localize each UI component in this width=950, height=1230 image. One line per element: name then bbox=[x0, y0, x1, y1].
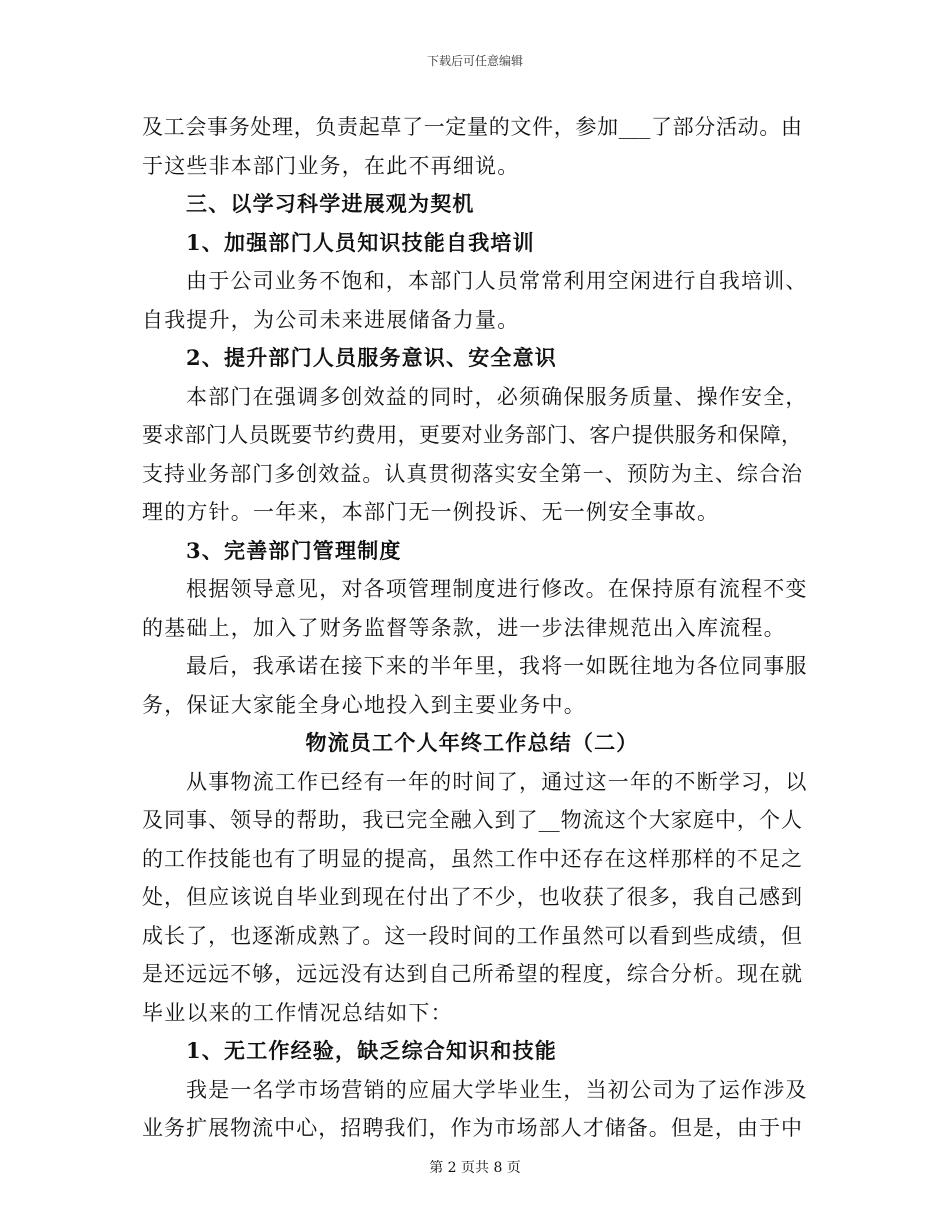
text-line: 支持业务部门多创效益。认真贯彻落实安全第一、预防为主、综合治 bbox=[142, 461, 802, 486]
text-line: 我是一名学市场营销的应届大学毕业生，当初公司为了运作涉及 bbox=[186, 1077, 808, 1102]
text-line: 及工会事务处理，负责起草了一定量的文件，参加___了部分活动。由 bbox=[142, 115, 802, 139]
page-header: 下载后可任意编辑 bbox=[426, 54, 523, 68]
section-heading: 1、加强部门人员知识技能自我培训 bbox=[186, 229, 535, 255]
text-line: 从事物流工作已经有一年的时间了，通过这一年的不断学习，以 bbox=[186, 769, 808, 794]
text-line: 要求部门人员既要节约费用，更要对业务部门、客户提供服务和保障， bbox=[142, 423, 802, 447]
text-line: 是还远远不够，远远没有达到自己所希望的程度，综合分析。现在就 bbox=[142, 962, 802, 986]
page-footer: 第 2 页共 8 页 bbox=[429, 1160, 521, 1176]
section-heading: 2、提升部门人员服务意识、安全意识 bbox=[186, 345, 558, 370]
text-line: 业务扩展物流中心，招聘我们，作为市场部人才储备。但是，由于中 bbox=[142, 1116, 802, 1140]
section-heading: 三、以学习科学进展观为契机 bbox=[186, 191, 475, 216]
text-line: 毕业以来的工作情况总结如下： bbox=[142, 1000, 453, 1025]
text-line: 处，但应该说自毕业到现在付出了不少，也收获了很多，我自己感到 bbox=[142, 885, 802, 909]
text-line: 及同事、领导的帮助，我已完全融入到了__物流这个大家庭中，个人 bbox=[142, 808, 802, 832]
document-body bbox=[142, 108, 808, 1148]
text-line: 自我提升，为公司未来进展储备力量。 bbox=[142, 307, 520, 332]
text-line: 成长了，也逐渐成熟了。这一段时间的工作虽然可以看到些成绩，但 bbox=[142, 923, 802, 948]
section-title: 物流员工个人年终工作总结（二） bbox=[305, 730, 639, 755]
text-line: 最后，我承诺在接下来的半年里，我将一如既往地为各位同事服 bbox=[186, 654, 808, 678]
text-line: 于这些非本部门业务，在此不再细说。 bbox=[142, 153, 520, 178]
text-line: 由于公司业务不饱和，本部门人员常常利用空闲进行自我培训、 bbox=[186, 269, 808, 293]
text-line: 理的方针。一年来，本部门无一例投诉、无一例安全事故。 bbox=[142, 500, 720, 524]
text-line: 的工作技能也有了明显的提高，虽然工作中还存在这样那样的不足之 bbox=[142, 846, 802, 871]
section-heading: 1、无工作经验，缺乏综合知识和技能 bbox=[186, 1038, 558, 1063]
text-line: 根据领导意见，对各项管理制度进行修改。在保持原有流程不变 bbox=[186, 577, 808, 601]
section-heading: 3、完善部门管理制度 bbox=[186, 537, 402, 563]
text-line: 务，保证大家能全身心地投入到主要业务中。 bbox=[142, 692, 586, 717]
text-line: 本部门在强调多创效益的同时，必须确保服务质量、操作安全， bbox=[186, 384, 808, 409]
text-line: 的基础上，加入了财务监督等条款，进一步法律规范出入库流程。 bbox=[142, 615, 786, 640]
